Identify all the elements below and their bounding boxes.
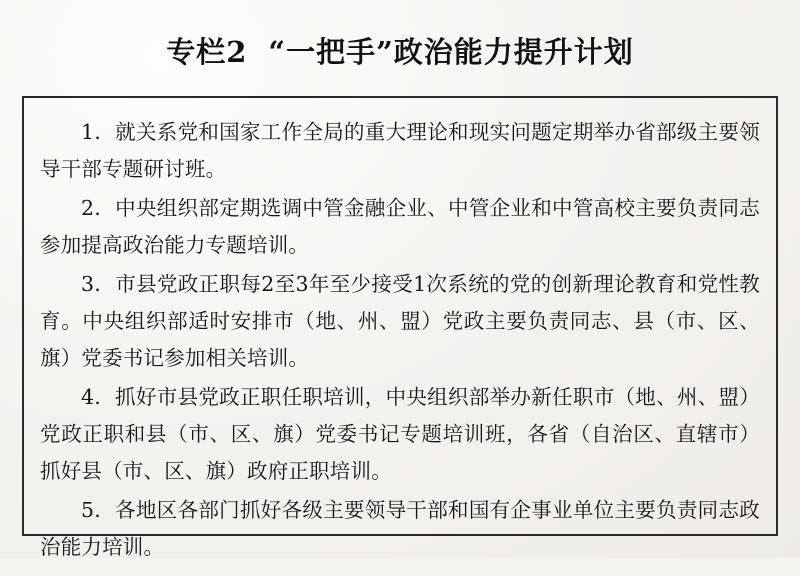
content-box <box>22 96 778 559</box>
list-item: 1．就关系党和国家工作全局的重大理论和现实问题定期举办省部级主要领导干部专题研讨班。 <box>40 120 760 181</box>
list-item: 2．中央组织部定期选调中管金融企业、中管企业和中管高校主要负责同志参加提高政治能力专题培训。 <box>40 196 760 257</box>
list-item: 3．市县党政正职每2至3年至少接受1次系统的党的创新理论教育和党性教育。中央组织部适时安排市（地、州、盟）党政主要负责同志、县（市、区、旗）党委书记参加相关培训。 <box>40 272 760 370</box>
list-item: 4．抓好市县党政正职任职培训，中央组织部举办新任职市（地、州、盟）党政正职和县（市、区、旗）党委书记专题培训班，各省（自治区、直辖市）抓好县（市、区、旗）政府正职培训。 <box>40 385 760 483</box>
title-number: 2 <box>226 35 247 69</box>
content-box-inner <box>24 98 776 576</box>
page-title <box>0 30 800 71</box>
title-prefix: 专栏 <box>166 35 227 69</box>
list-item: 5．各地区各部门抓好各级主要领导干部和国有企事业单位主要负责同志政治能力培训。 <box>40 498 760 559</box>
title-main: “一把手”政治能力提升计划 <box>268 35 634 69</box>
